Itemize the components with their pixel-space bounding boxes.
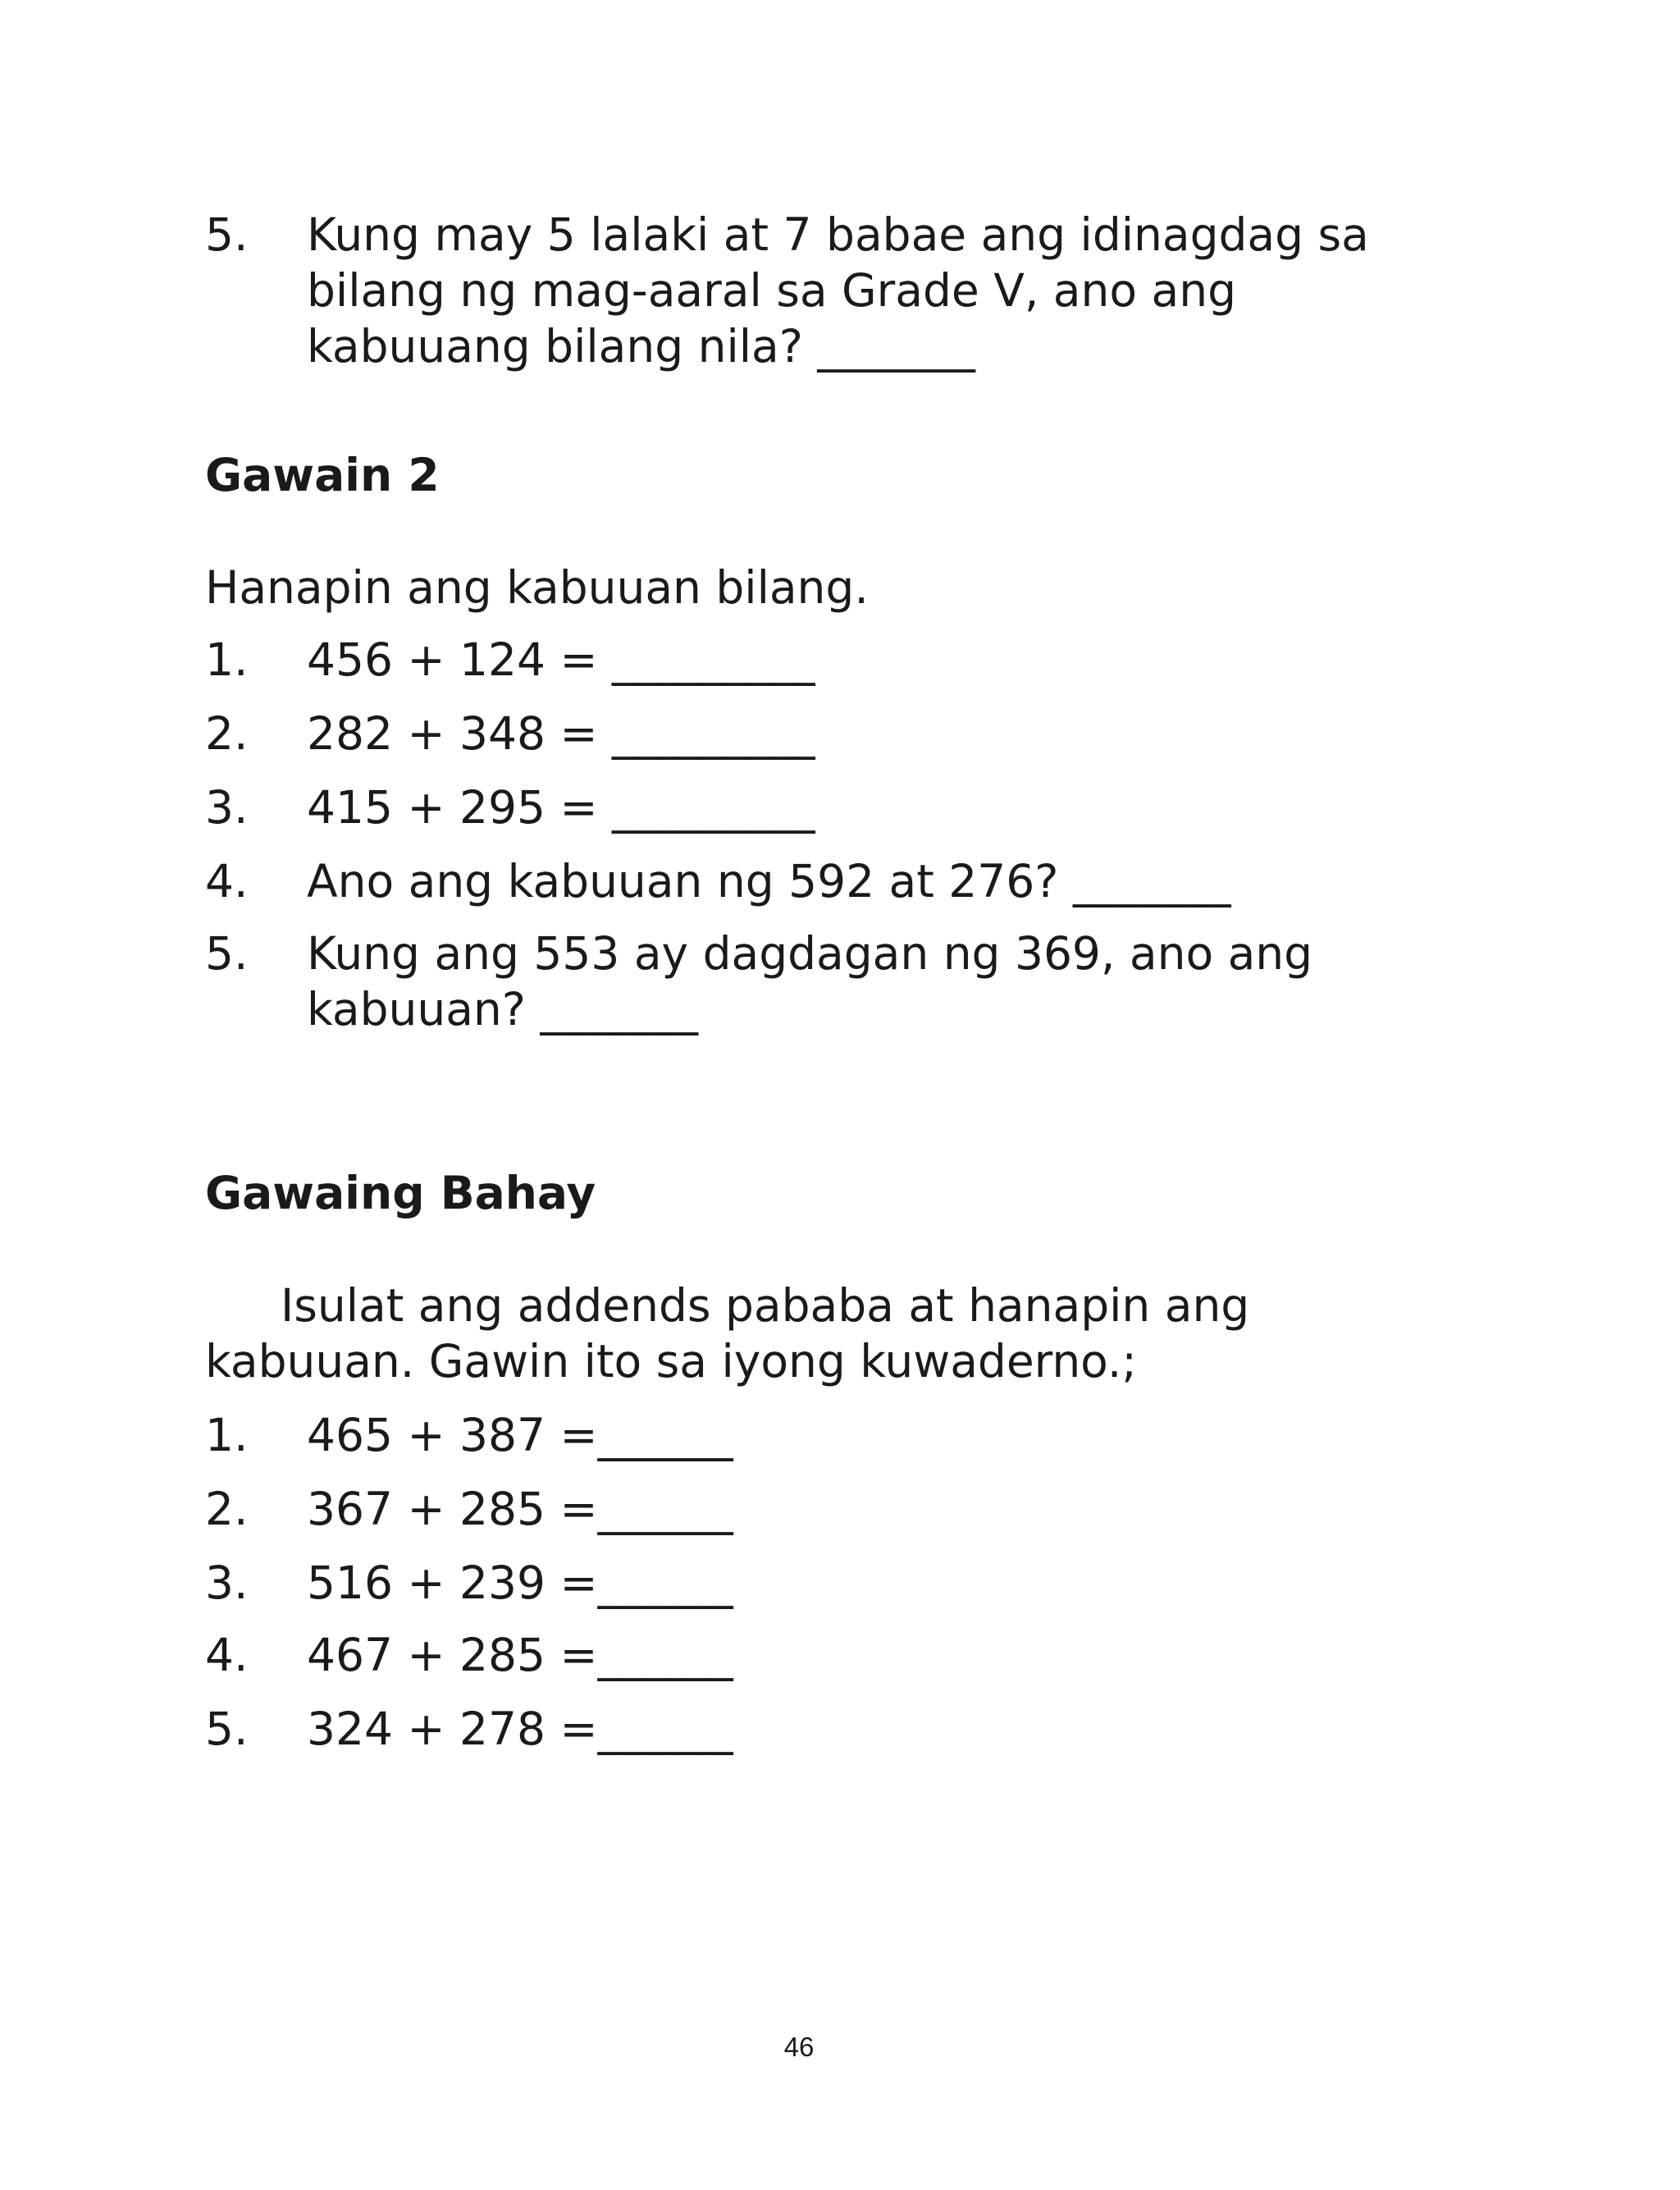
section-instruction-line-2 — [205, 1333, 1354, 1389]
section-instruction-line-1 — [281, 1278, 1429, 1333]
item-number: 5. — [205, 208, 249, 261]
item-text: 415 + 295 = _________ — [307, 781, 815, 834]
instruction-text: Isulat ang addends pababa at hanapin ang — [281, 1279, 1250, 1332]
item-number: 1. — [205, 633, 249, 686]
item-number: 2. — [205, 707, 249, 760]
item-number: 4. — [205, 1629, 249, 1681]
section-instruction: Hanapin ang kabuuan bilang. — [205, 561, 869, 614]
item-text: Kung may 5 lalaki at 7 babae ang idinagdag sa bilang ng mag-aaral sa Grade V, ano ang kabuuang bilang nila? _______ — [307, 208, 1369, 373]
item-text: 324 + 278 =______ — [307, 1703, 733, 1755]
item-text: 367 + 285 =______ — [307, 1483, 733, 1535]
section-heading-gawain-2: Gawain 2 — [205, 449, 440, 501]
instruction-text: kabuuan. Gawin ito sa iyong kuwaderno.; — [205, 1335, 1137, 1388]
item-text: Kung ang 553 ay dagdagan ng 369, ano ang kabuuan? _______ — [307, 927, 1313, 1036]
section-heading-gawaing-bahay: Gawaing Bahay — [205, 1167, 596, 1219]
item-number: 2. — [205, 1483, 249, 1535]
item-text: 282 + 348 = _________ — [307, 707, 815, 760]
item-text: 456 + 124 = _________ — [307, 633, 815, 686]
item-text: 467 + 285 =______ — [307, 1629, 733, 1681]
item-number: 5. — [205, 1703, 249, 1755]
item-text: Ano ang kabuuan ng 592 at 276? _______ — [307, 855, 1231, 908]
page-number: 46 — [783, 2032, 815, 2062]
item-number: 3. — [205, 1557, 249, 1609]
item-number: 5. — [205, 927, 249, 980]
item-number: 3. — [205, 781, 249, 834]
item-number: 1. — [205, 1409, 249, 1461]
item-text: 516 + 239 =______ — [307, 1557, 733, 1609]
item-text: 465 + 387 =______ — [307, 1409, 733, 1461]
item-number: 4. — [205, 855, 249, 908]
